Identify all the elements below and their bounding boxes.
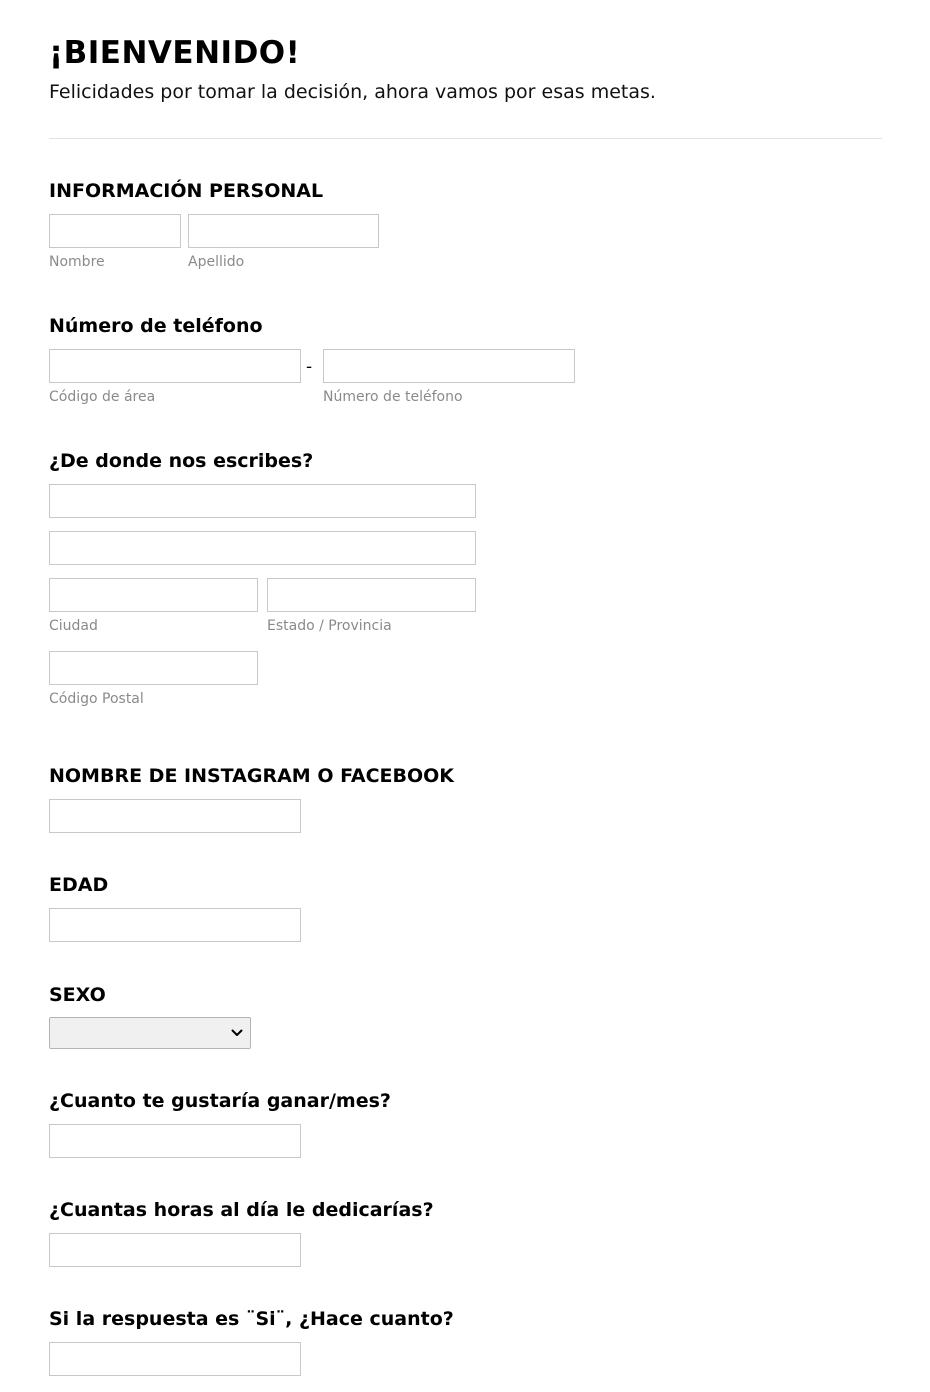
- hours-label: ¿Cuantas horas al día le dedicarías?: [49, 1199, 434, 1221]
- age-label: EDAD: [49, 874, 109, 896]
- page-subtitle: Felicidades por tomar la decisión, ahora vamos por esas metas.: [49, 81, 656, 103]
- personal-info-label: INFORMACIÓN PERSONAL: [49, 180, 324, 202]
- postal-code-sublabel: Código Postal: [49, 691, 144, 707]
- income-input[interactable]: [49, 1124, 301, 1158]
- phone-label: Número de teléfono: [49, 315, 263, 337]
- postal-code-input[interactable]: [49, 651, 258, 685]
- sex-label: SEXO: [49, 984, 106, 1006]
- phone-number-sublabel: Número de teléfono: [323, 389, 463, 405]
- since-label: Si la respuesta es ¨Si¨, ¿Hace cuanto?: [49, 1308, 454, 1330]
- divider: [49, 138, 882, 139]
- last-name-input[interactable]: [188, 214, 379, 248]
- phone-separator: -: [306, 357, 313, 377]
- state-input[interactable]: [267, 578, 476, 612]
- city-input[interactable]: [49, 578, 258, 612]
- address-line1-input[interactable]: [49, 484, 476, 518]
- city-sublabel: Ciudad: [49, 618, 98, 634]
- social-label: NOMBRE DE INSTAGRAM O FACEBOOK: [49, 765, 455, 787]
- area-code-input[interactable]: [49, 349, 301, 383]
- sex-select[interactable]: [49, 1017, 251, 1049]
- social-input[interactable]: [49, 799, 301, 833]
- area-code-sublabel: Código de área: [49, 389, 156, 405]
- age-input[interactable]: [49, 908, 301, 942]
- since-input[interactable]: [49, 1342, 301, 1376]
- last-name-sublabel: Apellido: [188, 254, 245, 270]
- first-name-sublabel: Nombre: [49, 254, 105, 270]
- address-line2-input[interactable]: [49, 531, 476, 565]
- phone-number-input[interactable]: [323, 349, 575, 383]
- hours-input[interactable]: [49, 1233, 301, 1267]
- chevron-down-icon: [230, 1026, 244, 1040]
- address-label: ¿De donde nos escribes?: [49, 450, 314, 472]
- state-sublabel: Estado / Provincia: [267, 618, 392, 634]
- page-title: ¡BIENVENIDO!: [49, 35, 301, 71]
- first-name-input[interactable]: [49, 214, 181, 248]
- income-label: ¿Cuanto te gustaría ganar/mes?: [49, 1090, 391, 1112]
